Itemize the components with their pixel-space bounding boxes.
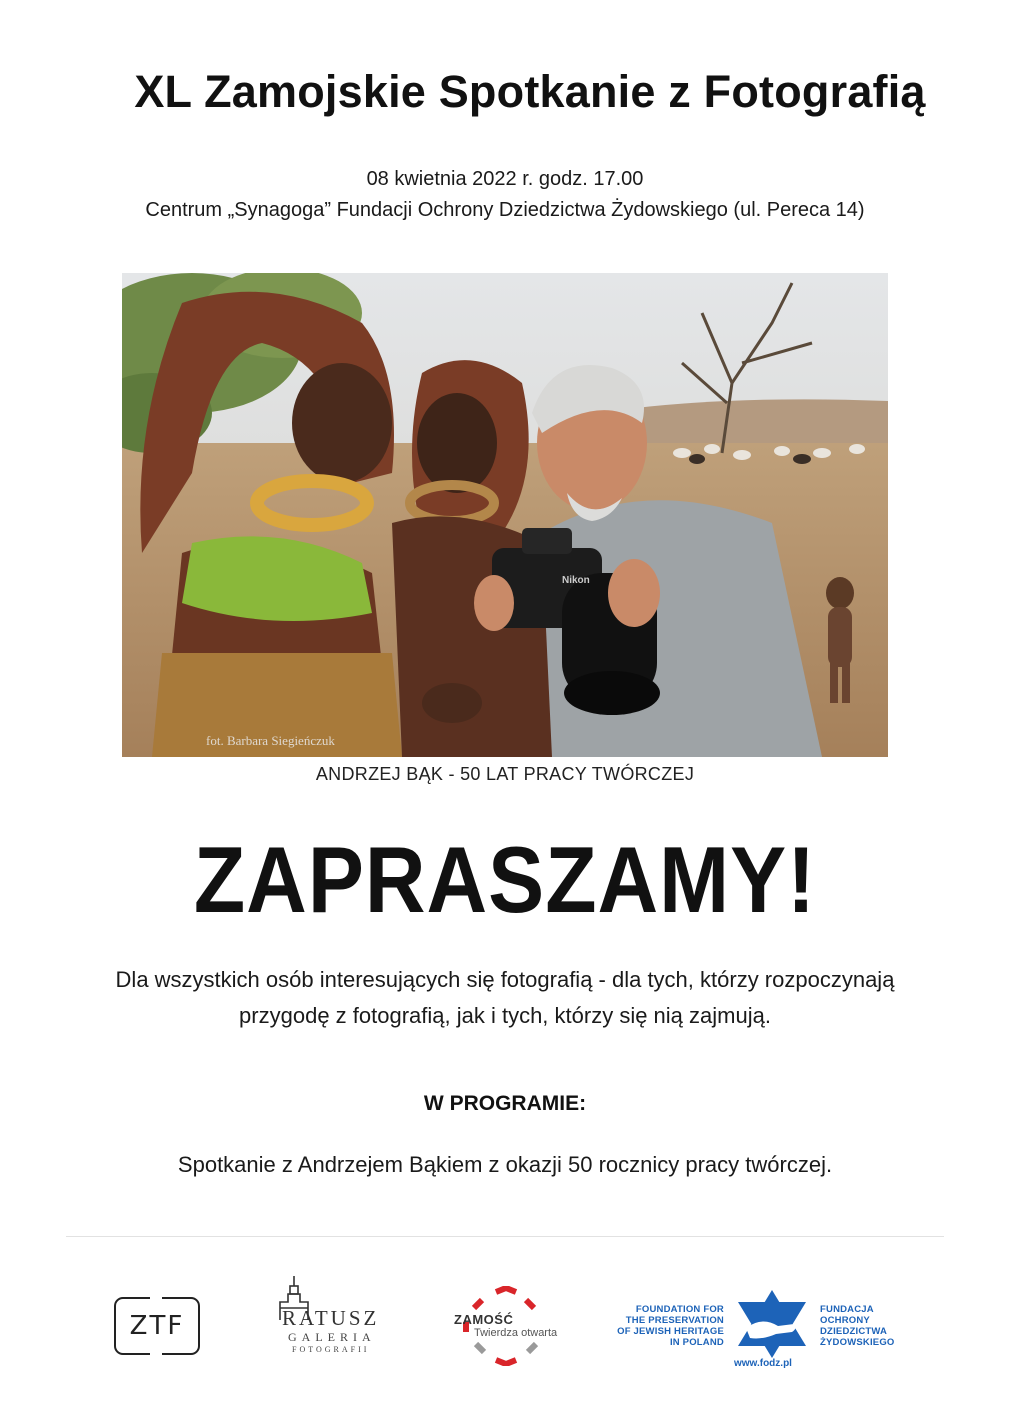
- fodz-website-link[interactable]: www.fodz.pl: [734, 1358, 792, 1369]
- camera-brand: Nikon: [562, 575, 590, 586]
- event-photo: [122, 273, 888, 757]
- program-heading: W PROGRAMIE:: [423, 1092, 587, 1115]
- photo-caption: ANDRZEJ BĄK - 50 LAT PRACY TWÓRCZEJ: [315, 764, 695, 784]
- invite-headline: ZAPRASZAMY!: [193, 827, 817, 933]
- zamosc-logo: [444, 1286, 578, 1366]
- fodz-english-name: FOUNDATION FOR THE PRESERVATION OF JEWISH HERITAGE IN POLAND: [617, 1304, 724, 1348]
- divider: [66, 1236, 944, 1237]
- event-venue: Centrum „Synagoga” Fundacji Ochrony Dziedzictwa Żydowskiego (ul. Pereca 14): [145, 199, 865, 221]
- ztf-logo-text: ZTF: [129, 1311, 185, 1341]
- event-date: 08 kwietnia 2022 r. godz. 17.00: [366, 168, 644, 190]
- ratusz-name: RATUSZ: [282, 1306, 380, 1330]
- ratusz-fotografii: FOTOGRAFII: [292, 1345, 370, 1354]
- ztf-logo: [114, 1297, 200, 1355]
- zamosc-name: ZAMOŚĆ: [454, 1312, 514, 1327]
- photo-illustration: [122, 273, 888, 757]
- fodz-polish-name: FUNDACJA OCHRONY DZIEDZICTWA ŻYDOWSKIEGO: [820, 1304, 895, 1348]
- program-item: Spotkanie z Andrzejem Bąkiem z okazji 50 rocznicy pracy twórczej.: [177, 1152, 833, 1177]
- photo-credit: fot. Barbara Siegieńczuk: [206, 733, 335, 748]
- ratusz-galeria: GALERIA: [288, 1330, 376, 1344]
- event-description: Dla wszystkich osób interesujących się fotografią - dla tych, którzy rozpoczynają przygodę z fotografią, jak i tych, którzy się nią zajmują.: [115, 967, 895, 1028]
- fodz-logo: [616, 1288, 906, 1380]
- ratusz-gallery-logo: [274, 1276, 384, 1358]
- star-of-david-hand-icon: [732, 1288, 812, 1358]
- zamosc-tagline: Twierdza otwarta: [474, 1327, 558, 1339]
- event-title: XL Zamojskie Spotkanie z Fotografią: [134, 66, 926, 117]
